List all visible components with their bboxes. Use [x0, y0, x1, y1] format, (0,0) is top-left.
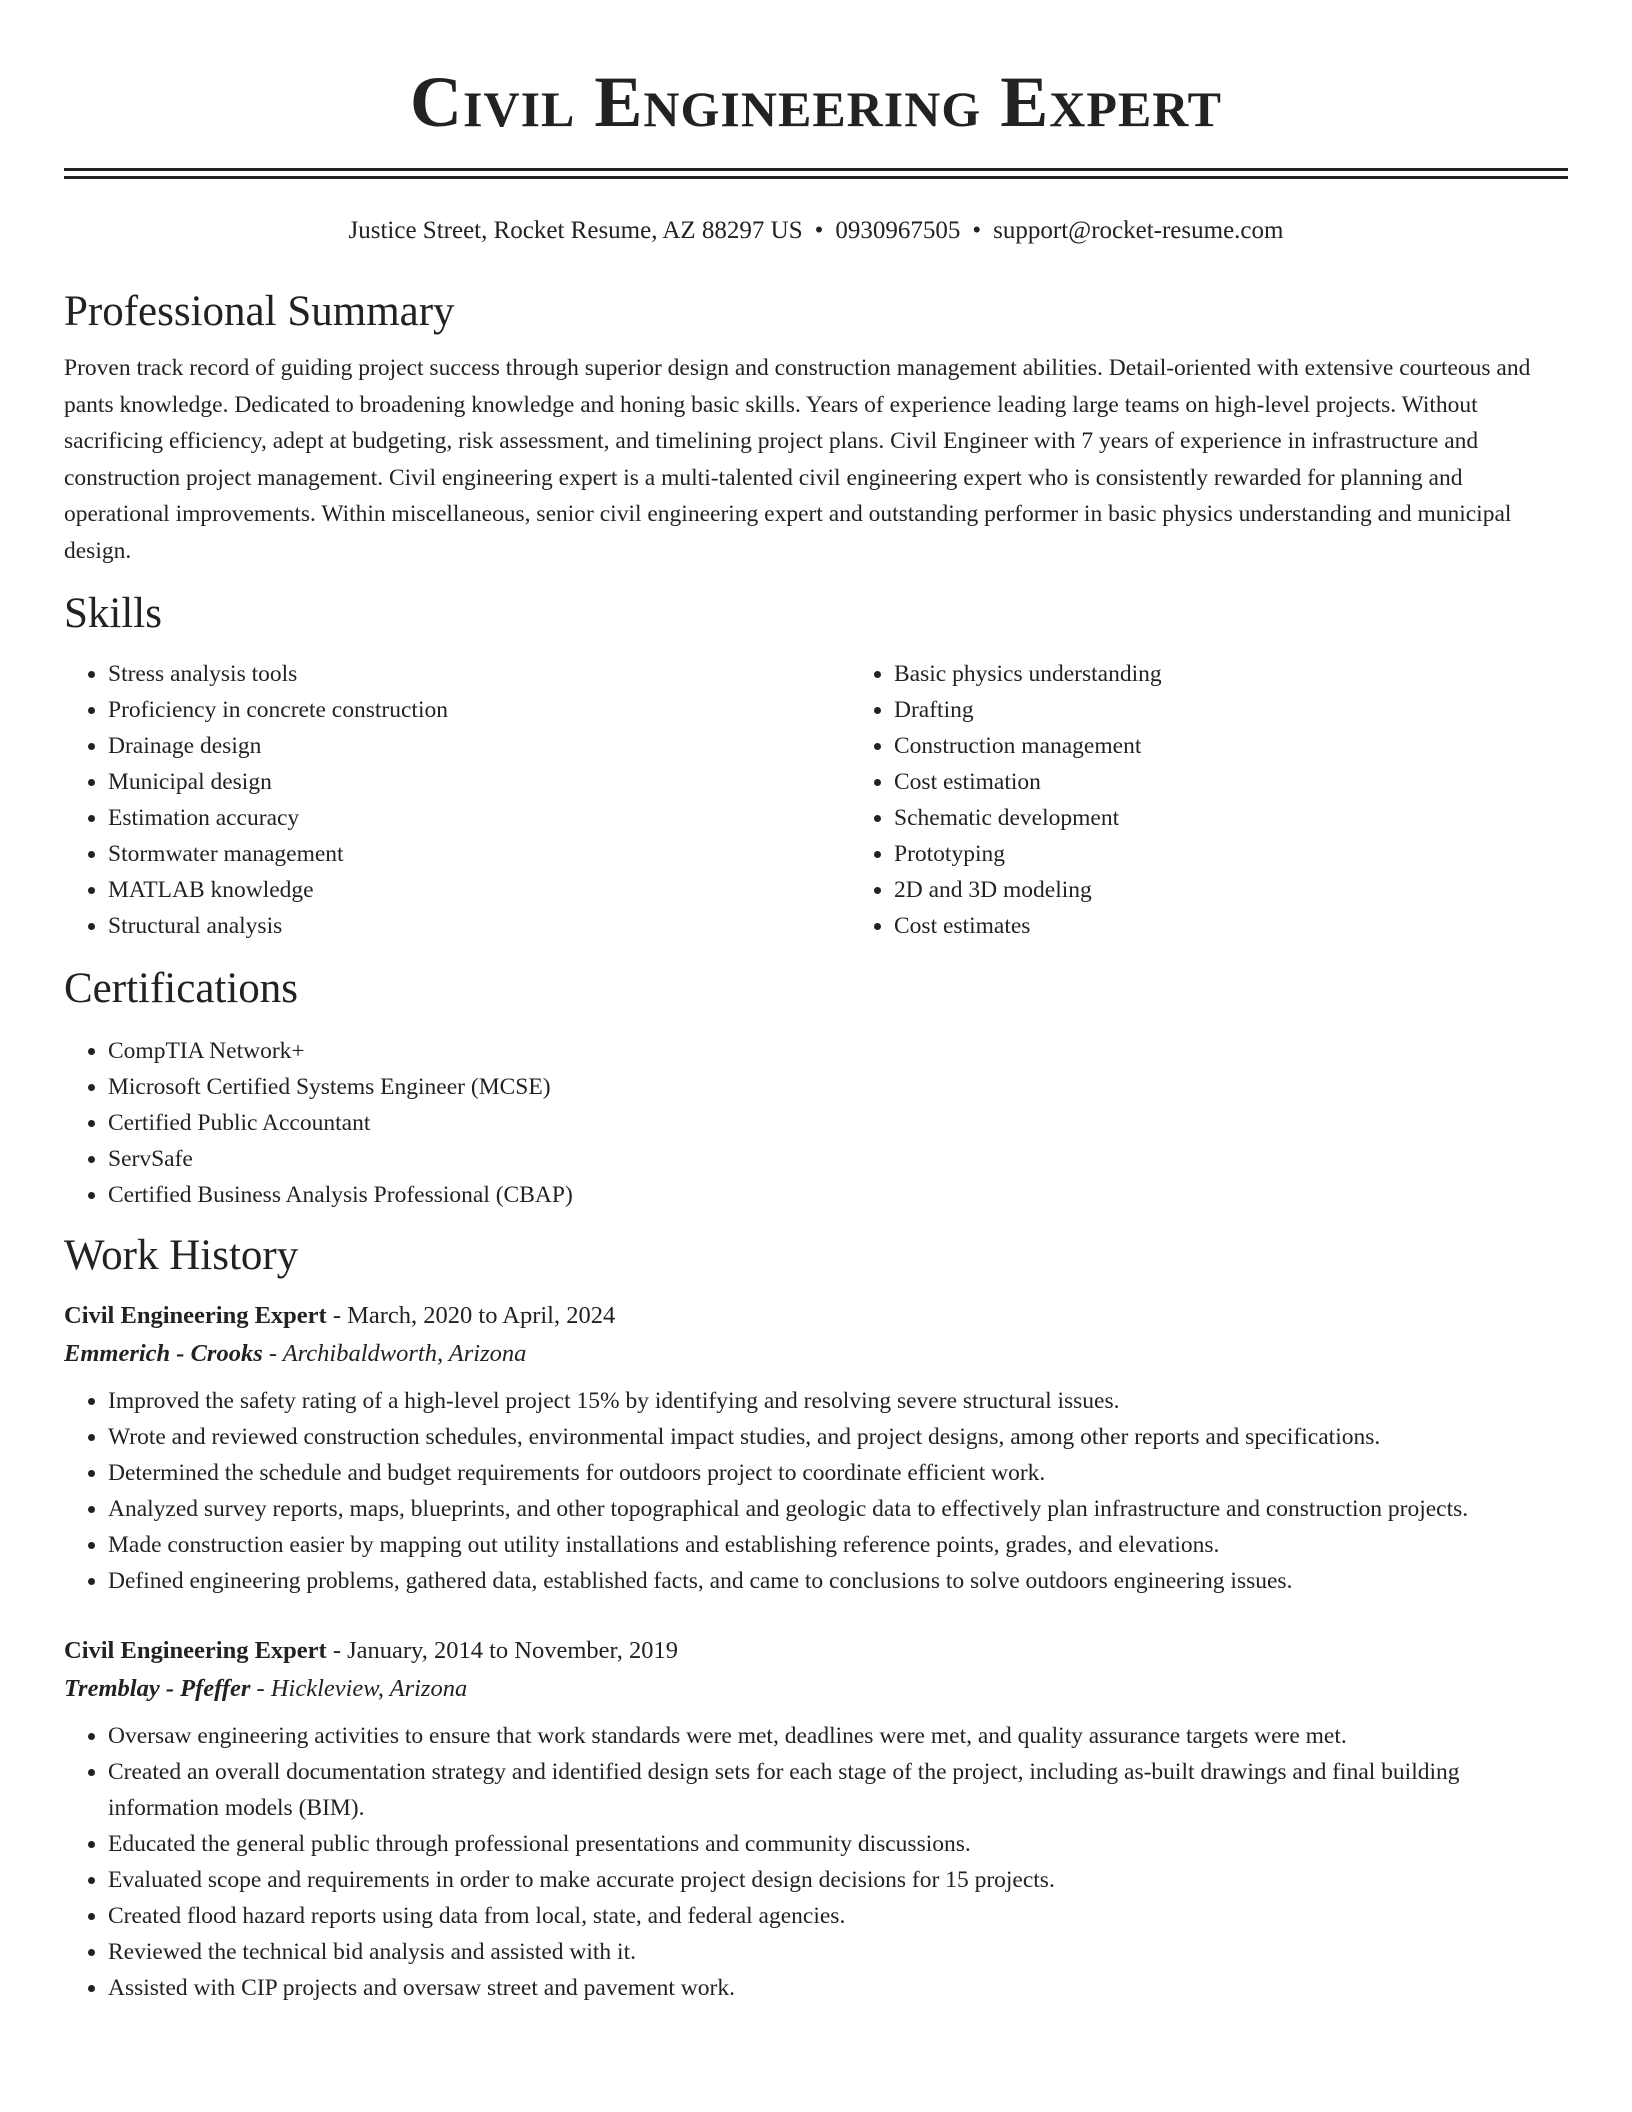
job-bullet: • Created flood hazard reports using data from local, state, and federal agencies.	[108, 1898, 1568, 1934]
skill-item: • Stormwater management	[108, 836, 850, 872]
job-bullet: • Educated the general public through professional presentations and community discussions.	[108, 1826, 1568, 1862]
job-dates: - March, 2020 to April, 2024	[326, 1302, 616, 1329]
job-company: Emmerich - Crooks	[64, 1340, 263, 1367]
job-company: Tremblay - Pfeffer	[64, 1675, 251, 1702]
contact-address: Justice Street, Rocket Resume, AZ 88297 US	[348, 217, 803, 244]
job-role: Civil Engineering Expert	[64, 1637, 327, 1664]
skill-item: • Proficiency in concrete construction	[108, 692, 850, 728]
skills-columns	[64, 656, 1568, 944]
job-title-line	[64, 1297, 1568, 1335]
job-bullet: • Reviewed the technical bid analysis and assisted with it.	[108, 1934, 1568, 1970]
job-entry	[64, 1297, 1568, 1599]
contact-line	[64, 215, 1568, 247]
certification-item: • Microsoft Certified Systems Engineer (MCSE)	[108, 1069, 1568, 1105]
skill-item: • Schematic development	[894, 800, 1632, 836]
job-bullet: • Analyzed survey reports, maps, blueprints, and other topographical and geologic data to effectively plan infrastructure and construction projects.	[108, 1491, 1568, 1527]
header-double-rule	[64, 168, 1568, 179]
job-company-line	[64, 1670, 1568, 1708]
summary-heading: Professional Summary	[64, 288, 455, 335]
job-bullets	[64, 1383, 1568, 1599]
certifications-heading: Certifications	[64, 965, 299, 1012]
summary-text: Proven track record of guiding project success through superior design and construction management abilities. Detail-oriented with extensive courteous and pants knowledge. Dedicated to broadening knowledge and honing basic skills. Years of experience leading large teams on high-level projects. Without sacrificing efficiency, adept at budgeting, risk assessment, and timelining project plans. Civil Engineer with 7 years of experience in infrastructure and construction project management. Civil engineering expert is a multi-talented civil engineering expert who is consistently rewarded for planning and operational improvements. Within miscellaneous, senior civil engineering expert and outstanding performer in basic physics understanding and municipal design.	[64, 355, 1531, 564]
certification-item: • CompTIA Network+	[108, 1033, 1568, 1069]
skill-item: • Construction management	[894, 728, 1632, 764]
job-location: - Hickleview, Arizona	[250, 1675, 468, 1702]
skill-item: • Prototyping	[894, 836, 1632, 872]
skill-item: • Cost estimation	[894, 764, 1632, 800]
job-bullet: • Oversaw engineering activities to ensure that work standards were met, deadlines were met, and quality assurance targets were met.	[108, 1718, 1568, 1754]
job-bullet: • Wrote and reviewed construction schedules, environmental impact studies, and project designs, among other reports and specifications.	[108, 1419, 1568, 1455]
job-bullet: • Evaluated scope and requirements in order to make accurate project design decisions for 15 projects.	[108, 1862, 1568, 1898]
job-bullet: • Made construction easier by mapping out utility installations and establishing reference points, grades, and elevations.	[108, 1527, 1568, 1563]
skill-item: • 2D and 3D modeling	[894, 872, 1632, 908]
job-location: - Archibaldworth, Arizona	[262, 1340, 527, 1367]
skill-item: • Estimation accuracy	[108, 800, 850, 836]
job-bullet: • Determined the schedule and budget requirements for outdoors project to coordinate efficient work.	[108, 1455, 1568, 1491]
job-bullet: • Assisted with CIP projects and oversaw street and pavement work.	[108, 1970, 1568, 2006]
skill-item: • Drainage design	[108, 728, 850, 764]
job-company-line	[64, 1335, 1568, 1373]
job-role: Civil Engineering Expert	[64, 1302, 327, 1329]
contact-email: support@rocket-resume.com	[993, 217, 1284, 244]
skill-item: • Municipal design	[108, 764, 850, 800]
work-history-heading: Work History	[64, 1232, 299, 1279]
skills-heading: Skills	[64, 590, 162, 637]
job-bullet: • Created an overall documentation strategy and identified design sets for each stage of the project, including as-built drawings and final building information models (BIM).	[108, 1754, 1568, 1826]
skill-item: • Basic physics understanding	[894, 656, 1632, 692]
contact-phone: 0930967505	[835, 217, 961, 244]
skill-item: • Stress analysis tools	[108, 656, 850, 692]
resume-name: Civil Engineering Expert	[410, 62, 1222, 142]
skill-item: • MATLAB knowledge	[108, 872, 850, 908]
contact-separator: •	[814, 217, 824, 244]
job-entry	[64, 1632, 1568, 2006]
skills-list-left	[64, 656, 850, 944]
job-bullet: • Improved the safety rating of a high-level project 15% by identifying and resolving severe structural issues.	[108, 1383, 1568, 1419]
contact-separator: •	[972, 217, 982, 244]
certifications-list	[64, 1033, 1568, 1213]
certification-item: • Certified Public Accountant	[108, 1105, 1568, 1141]
skill-item: • Drafting	[894, 692, 1632, 728]
certification-item: • Certified Business Analysis Professional (CBAP)	[108, 1177, 1568, 1213]
skill-item: • Cost estimates	[894, 908, 1632, 944]
job-dates: - January, 2014 to November, 2019	[326, 1637, 678, 1664]
job-bullets	[64, 1718, 1568, 2006]
job-bullet: • Defined engineering problems, gathered data, established facts, and came to conclusions to solve outdoors engineering issues.	[108, 1563, 1568, 1599]
job-title-line	[64, 1632, 1568, 1670]
skill-item: • Structural analysis	[108, 908, 850, 944]
certification-item: • ServSafe	[108, 1141, 1568, 1177]
skills-list-right	[850, 656, 1632, 944]
